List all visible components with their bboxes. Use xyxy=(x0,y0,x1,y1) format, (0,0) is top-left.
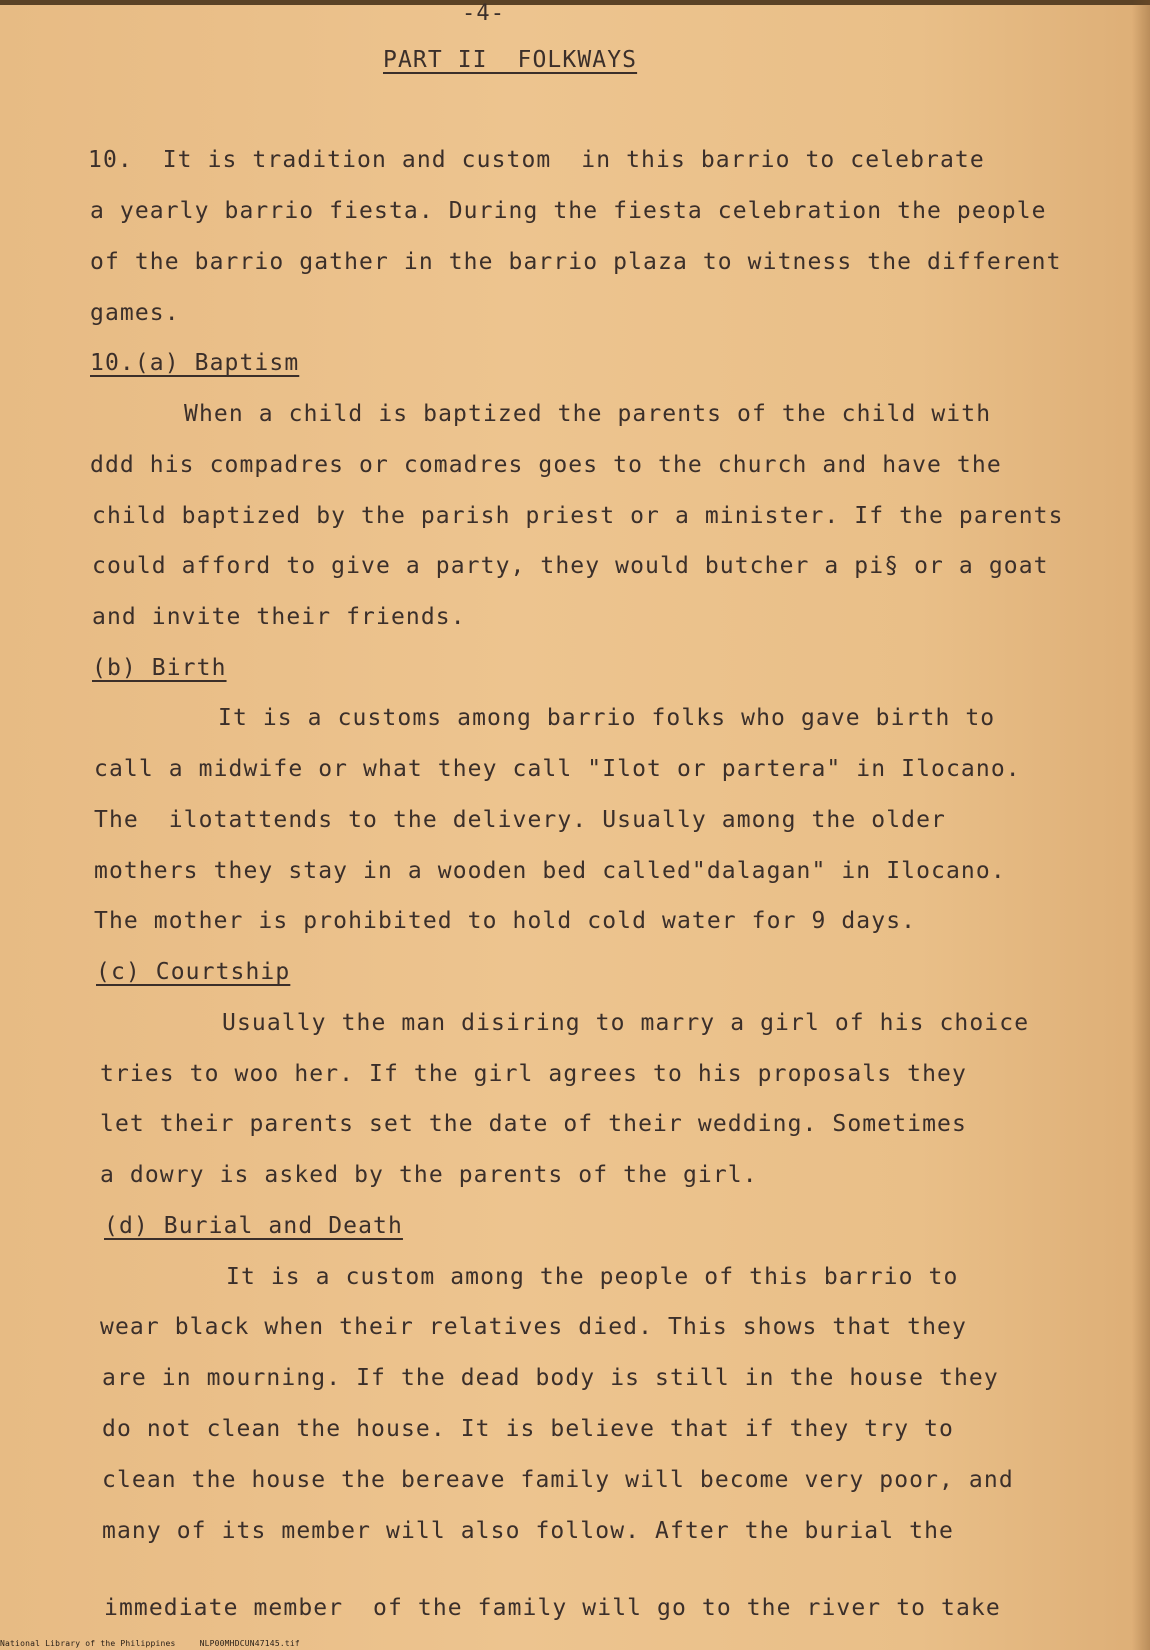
body-line: 10. It is tradition and custom in this barrio to celebrate xyxy=(88,147,985,173)
section-heading-courtship: (c) Courtship xyxy=(96,959,291,985)
page-title: PART II FOLKWAYS xyxy=(383,47,638,73)
body-line: games. xyxy=(90,300,180,326)
body-line: ddd his compadres or comadres goes to the church and have the xyxy=(90,452,1002,478)
body-line: wear black when their relatives died. This shows that they xyxy=(100,1314,967,1340)
body-line: call a midwife or what they call "Ilot or partera" in Ilocano. xyxy=(94,756,1021,782)
body-line: The mother is prohibited to hold cold water for 9 days. xyxy=(94,908,917,934)
body-line: immediate member of the family will go to the river to take xyxy=(104,1595,1001,1621)
section-heading-birth: (b) Birth xyxy=(92,655,227,681)
page-number: -4- xyxy=(462,1,506,26)
file-id: NLP00MHDCUN47145.tif xyxy=(199,1639,300,1648)
body-line: and invite their friends. xyxy=(92,604,466,630)
body-line: It is a custom among the people of this barrio to xyxy=(226,1264,959,1290)
body-line: let their parents set the date of their wedding. Sometimes xyxy=(100,1111,967,1137)
scan-footer xyxy=(0,1639,300,1648)
body-line: It is a customs among barrio folks who gave birth to xyxy=(218,705,996,731)
section-heading-baptism: 10.(a) Baptism xyxy=(90,350,300,376)
library-name: National Library of the Philippines xyxy=(0,1639,176,1648)
body-line: Usually the man disiring to marry a girl of his choice xyxy=(222,1010,1030,1036)
body-line: a yearly barrio fiesta. During the fiesta celebration the people xyxy=(90,198,1047,224)
page-right-shadow xyxy=(1132,0,1150,1650)
body-line: a dowry is asked by the parents of the girl. xyxy=(100,1162,758,1188)
page-top-edge xyxy=(0,0,1150,5)
body-line: are in mourning. If the dead body is still in the house they xyxy=(102,1365,999,1391)
section-heading-burial-death: (d) Burial and Death xyxy=(104,1213,403,1239)
body-line: clean the house the bereave family will become very poor, and xyxy=(102,1467,1014,1493)
body-line: of the barrio gather in the barrio plaza to witness the different xyxy=(90,249,1062,275)
body-line: many of its member will also follow. After the burial the xyxy=(102,1518,954,1544)
body-line: do not clean the house. It is believe that if they try to xyxy=(102,1416,954,1442)
body-line: tries to woo her. If the girl agrees to his proposals they xyxy=(100,1061,967,1087)
body-line: mothers they stay in a wooden bed called"dalagan" in Ilocano. xyxy=(94,858,1006,884)
body-line: When a child is baptized the parents of the child with xyxy=(184,401,992,427)
body-line: The ilotattends to the delivery. Usually among the older xyxy=(94,807,946,833)
body-line: could afford to give a party, they would butcher a pi§ or a goat xyxy=(92,553,1049,579)
body-line: child baptized by the parish priest or a minister. If the parents xyxy=(92,503,1064,529)
